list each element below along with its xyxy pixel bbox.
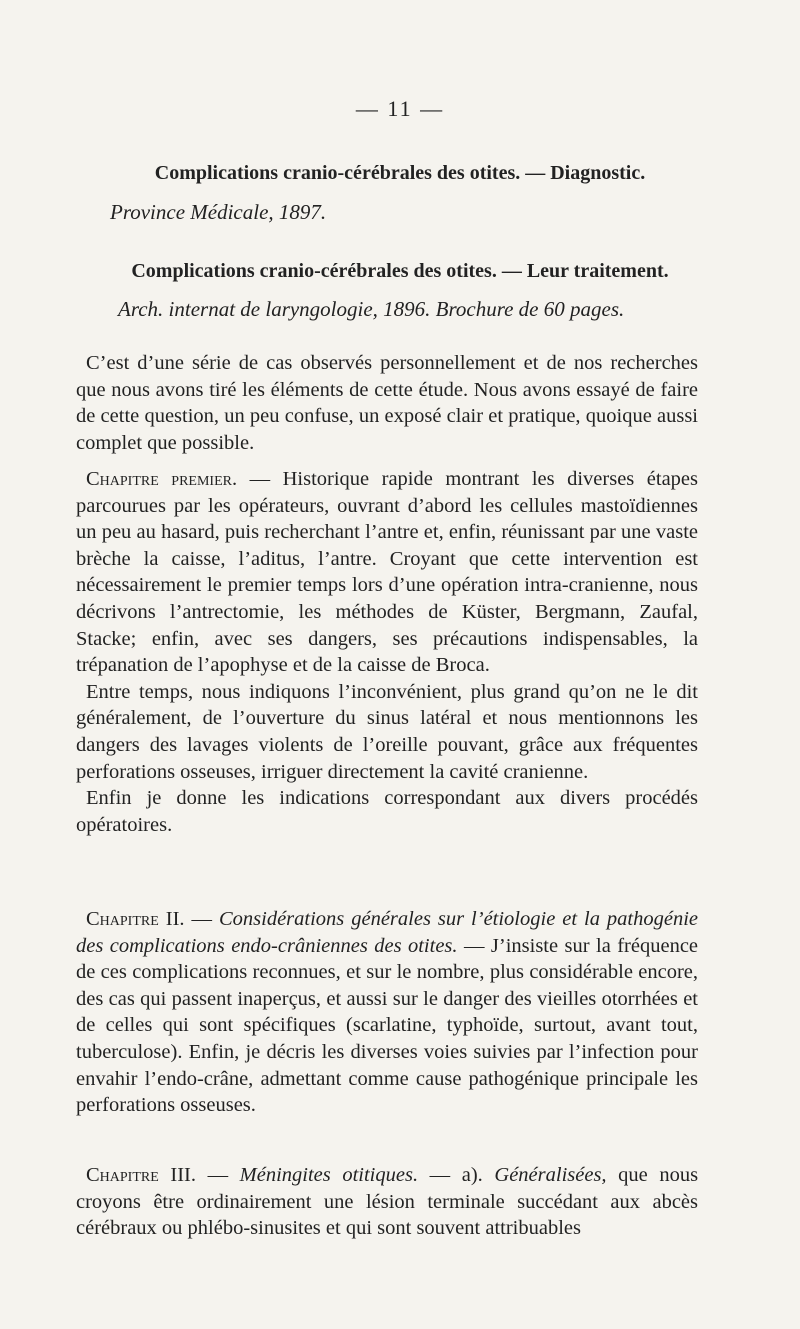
chapter-1-paragraph (76, 466, 698, 679)
reference-title-1: Complications cranio-cérébrales des otites. — Diagnostic. (154, 162, 646, 184)
chapter-1-paragraph-3: Enfin je donne les indications correspondant aux divers procédés opératoires. (76, 787, 698, 836)
chapter-3-subtitle: Généralisées, (494, 1164, 607, 1186)
chapter-3-dash: — (207, 1164, 229, 1186)
chapter-2-section (76, 906, 698, 1119)
chapter-1-text: — Historique rapide montrant les diverses étapes parcourues par les opérateurs, ouvrant d’abord les cellules mastoïdiennes un peu au hasard, puis recherchant l’antre et, enfin, réunissant par une vaste brèche la caisse, l’aditus, l’antre. Croyant que cette intervention est nécessairement le premier temps lors d’une opération intra-cranienne, nous décrivons l’antrectomie, les méthodes de Küster, Bergmann, Zaufal, Stacke; enfin, avec ses dangers, ses précautions indispensables, la trépanation de l’apophyse et de la caisse de Broca. (76, 468, 699, 677)
chapter-3-paragraph (76, 1162, 698, 1242)
chapter-3-title: Méningites otitiques. (239, 1164, 419, 1186)
chapter-3-sub-prefix: — a). (429, 1164, 483, 1186)
chapter-3-text: que nous croyons être ordinairement une lésion terminale succédant aux abcès cérébraux ou phlébo-sinusites et qui sont souvent attribuables (76, 1164, 699, 1240)
chapter-1-label: Chapitre premier. (86, 468, 238, 490)
chapter-1-section (76, 466, 698, 838)
chapter-2-title: Considérations générales sur l’étiologie et la pathogénie des complications endo-crâniennes des otites. (76, 908, 699, 957)
intro-paragraph (76, 350, 698, 456)
reference-title-2: Complications cranio-cérébrales des otites. — Leur traitement. (131, 260, 669, 282)
chapter-2-dash: — (191, 908, 212, 930)
chapter-2-paragraph (76, 906, 698, 1119)
reference-source-2: Arch. internat de laryngologie, 1896. Brochure de 60 pages. (118, 297, 625, 321)
chapter-3-section (76, 1162, 698, 1242)
chapter-2-label: Chapitre II. (86, 908, 185, 930)
intro-text: C’est d’une série de cas observés personnellement et de nos recherches que nous avons tiré les éléments de cette étude. Nous avons essayé de faire de cette question, un peu confuse, un exposé clair et pratique, quoique aussi complet que possible. (76, 352, 698, 454)
chapter-3-label: Chapitre III. (86, 1164, 196, 1186)
chapter-1-paragraph-2: Entre temps, nous indiquons l’inconvénient, plus grand qu’on ne le dit généralement, de l’ouverture du sinus latéral et nous mentionnons les dangers des lavages violents de l’oreille pouvant, grâce aux fréquentes perforations osseuses, irriguer directement la cavité cranienne. (76, 680, 698, 783)
reference-source-1: Province Médicale, 1897. (110, 200, 327, 224)
chapter-2-text: — J’insiste sur la fréquence de ces complications reconnues, et sur le nombre, plus considérable encore, des cas qui passent inaperçus, et aussi sur le danger des vieilles otorrhées et de celles qui sont spécifiques (scarlatine, typhoïde, surtout, avant tout, tuberculose). Enfin, je décris les diverses voies suivies par l’infection pour envahir l’endo-crâne, admettant comme cause pathogénique principale les perforations osseuses. (76, 934, 699, 1117)
page-number: — 11 — (355, 96, 445, 121)
